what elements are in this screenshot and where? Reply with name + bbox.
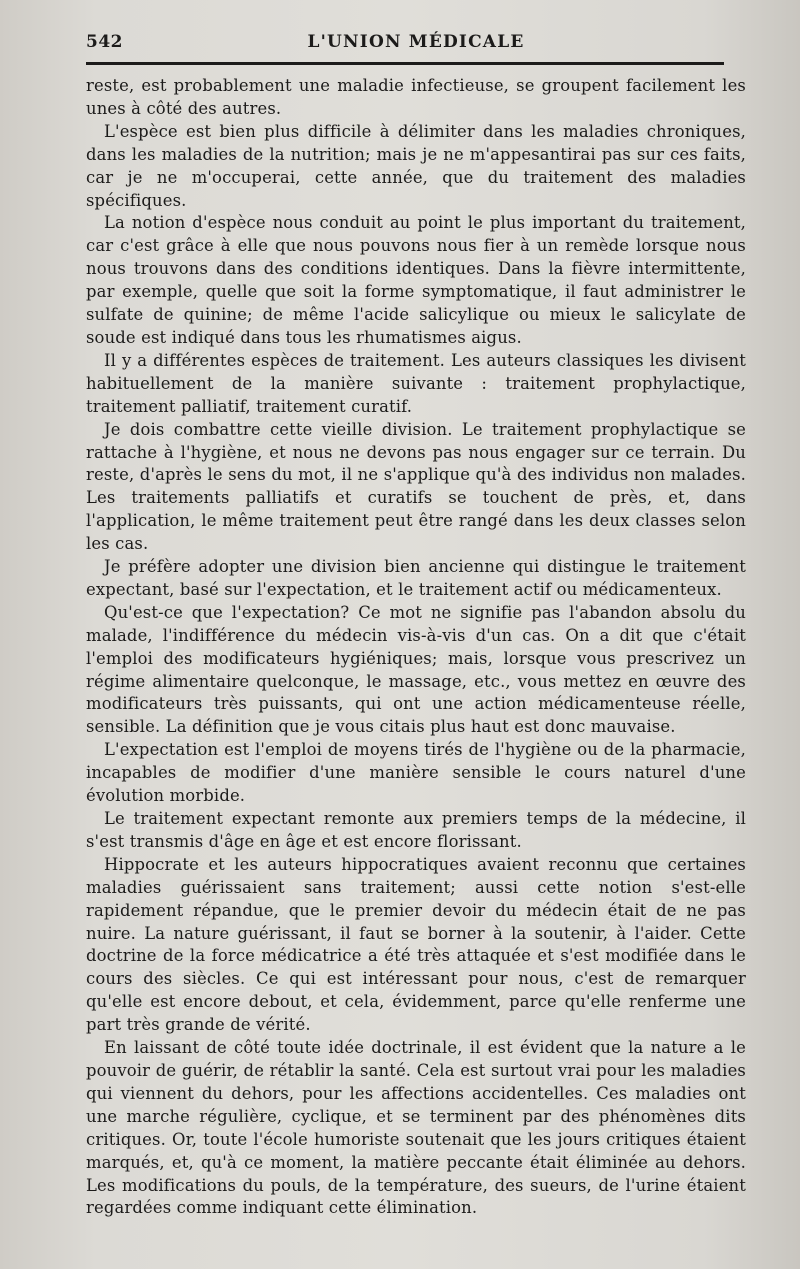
paragraph: Hippocrate et les auteurs hippocratiques avaient reconnu que certaines maladies guérissaient sans traitement; aussi cette notion s'est-elle rapidement répandue, que le premier devoir du médecin était de ne pas nuire. La nature guérissant, il faut se borner à la soutenir, à l'aider. Cette doctrine de la force médicatrice a été très attaquée et s'est modifiée dans le cours des siècles. Ce qui est intéressant pour nous, c'est de remarquer qu'elle est encore debout, et cela, évidemment, parce qu'elle renferme une part très grande de vérité. — [86, 854, 746, 1035]
running-title: L'UNION MÉDICALE — [307, 32, 525, 52]
paragraph: En laissant de côté toute idée doctrinale, il est évident que la nature a le pouvoir de guérir, de rétablir la santé. Cela est surtout vrai pour les maladies qui viennent du dehors, pour les affections accidentelles. Ces maladies ont une marche régulière, cyclique, et se terminent par des phénomènes dits critiques. Or, toute l'école humoriste soutenait que les jours critiques étaient marqués, et, qu'à ce moment, la matière peccante était éliminée au dehors. Les modifications du pouls, de la température, des sueurs, de l'urine étaient regardées comme indiquant cette élimination. — [86, 1038, 746, 1218]
paragraph: L'espèce est bien plus difficile à délimiter dans les maladies chroniques, dans les maladies de la nutrition; mais je ne m'appesantirai pas sur ces faits, car je ne m'occuperai, cette année, que du traitement des maladies spécifiques. — [86, 121, 746, 210]
page-number: 542 — [86, 32, 123, 52]
paragraph: Qu'est-ce que l'expectation? Ce mot ne signifie pas l'abandon absolu du malade, l'indifférence du médecin vis-à-vis d'un cas. On a dit que c'était l'emploi des modificateurs hygiéniques; mais, lorsque vous prescrivez un régime alimentaire quelconque, le massage, etc., vous mettez en œuvre des modificateurs très puissants, qui ont une action médicamenteuse réelle, sensible. La définition que je vous citais plus haut est donc mauvaise. — [86, 602, 746, 737]
paragraph: Le traitement expectant remonte aux premiers temps de la médecine, il s'est transmis d'âge en âge et est encore florissant. — [86, 809, 746, 851]
paragraph: L'expectation est l'emploi de moyens tirés de l'hygiène ou de la pharmacie, incapables de modifier d'une manière sensible le cours naturel d'une évolution morbide. — [86, 740, 746, 806]
paragraph: Je dois combattre cette vieille division. Le traitement prophylactique se rattache à l'hygiène, et nous ne devons pas nous engager sur ce terrain. Du reste, d'après le sens du mot, il ne s'applique qu'à des individus non malades. Les traitements palliatifs et curatifs se touchent de près, et, dans l'application, le même traitement peut être rangé dans les deux classes selon les cas. — [86, 419, 746, 554]
header-rule — [86, 62, 724, 65]
paragraph: reste, est probablement une maladie infectieuse, se groupent facilement les unes à côté des autres. — [86, 76, 746, 118]
page-header — [86, 28, 746, 60]
paragraph: La notion d'espèce nous conduit au point le plus important du traitement, car c'est grâce à elle que nous pouvons nous fier à un remède lorsque nous nous trouvons dans des conditions identiques. Dans la fièvre intermittente, par exemple, quelle que soit la forme symptomatique, il faut administrer le sulfate de quinine; de même l'acide salicylique ou mieux le salicylate de soude est indiqué dans tous les rhumatismes aigus. — [86, 213, 746, 347]
paragraph: Je préfère adopter une division bien ancienne qui distingue le traitement expectant, basé sur l'expectation, et le traitement actif ou médicamenteux. — [86, 557, 746, 599]
paragraph: Il y a différentes espèces de traitement. Les auteurs classiques les divisent habituellement de la manière suivante : traitement prophylactique, traitement palliatif, traitement curatif. — [86, 350, 746, 416]
body-text — [86, 75, 746, 1220]
